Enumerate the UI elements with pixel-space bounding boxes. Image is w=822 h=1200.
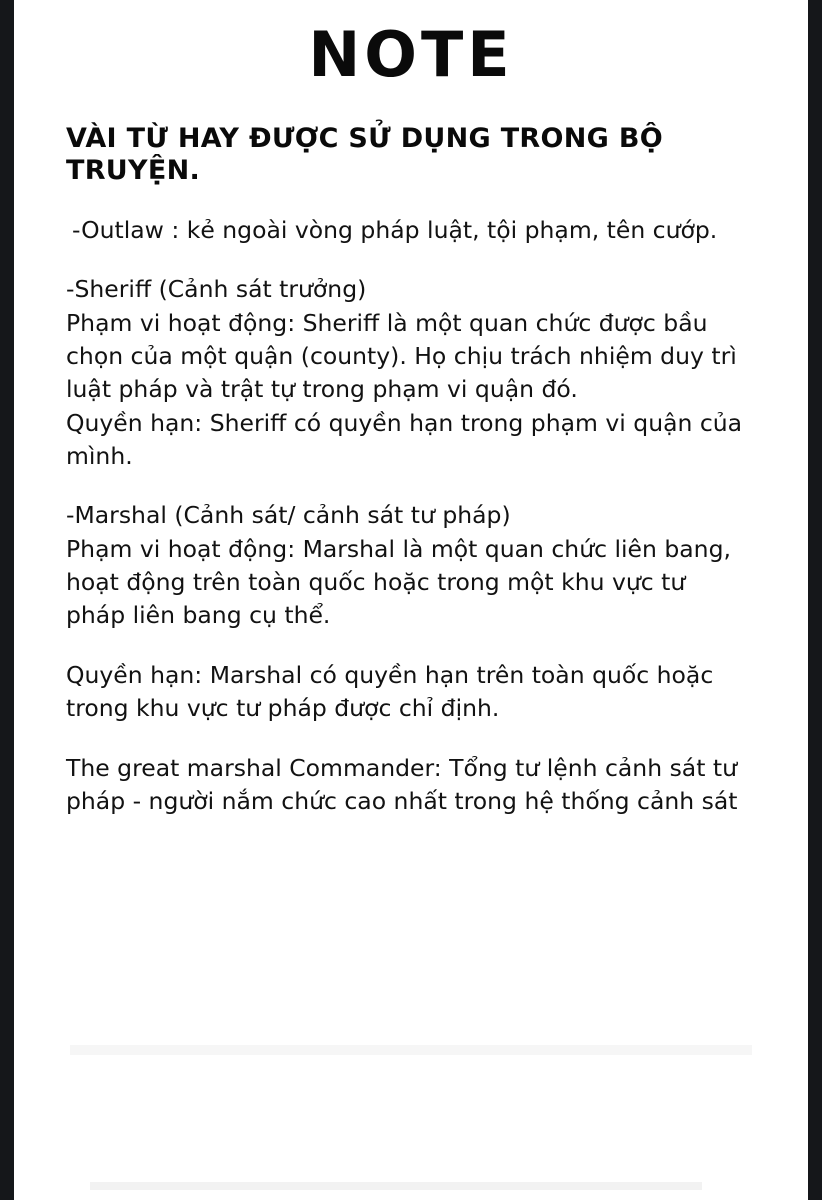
glossary-entry-sheriff xyxy=(66,273,766,473)
text-line: mình. xyxy=(66,442,133,471)
text-line: trong khu vực tư pháp được chỉ định. xyxy=(66,694,500,723)
text-line: Phạm vi hoạt động: Sheriff là một quan chức được bầu xyxy=(66,308,708,337)
text-line: luật pháp và trật tự trong phạm vi quận đó. xyxy=(66,375,578,404)
glossary-body xyxy=(14,214,808,818)
text-line: chọn của một quận (county). Họ chịu trách nhiệm duy trì xyxy=(66,341,737,370)
text-line: pháp liên bang cụ thể. xyxy=(66,601,331,630)
text-line: Quyền hạn: Marshal có quyền hạn trên toàn quốc hoặc xyxy=(66,660,714,689)
text-line: Quyền hạn: Sheriff có quyền hạn trong phạm vi quận của xyxy=(66,408,743,437)
glossary-entry-outlaw xyxy=(66,214,766,247)
text-line: The great marshal Commander: Tổng tư lệnh cảnh sát tư xyxy=(66,753,738,782)
glossary-entry-marshal xyxy=(66,499,766,632)
faded-artifact xyxy=(90,1182,702,1190)
text-line: -Outlaw : kẻ ngoài vòng pháp luật, tội phạm, tên cướp. xyxy=(72,215,718,244)
left-edge-bar xyxy=(0,0,14,1200)
page-title: NOTE xyxy=(308,18,514,91)
text-line: -Marshal (Cảnh sát/ cảnh sát tư pháp) xyxy=(66,501,511,530)
right-edge-bar xyxy=(808,0,822,1200)
page-content xyxy=(14,0,808,1200)
glossary-entry-great-marshal xyxy=(66,752,766,819)
faded-artifact xyxy=(70,1045,752,1055)
text-line: -Sheriff (Cảnh sát trưởng) xyxy=(66,275,367,304)
text-line: pháp - người nắm chức cao nhất trong hệ thống cảnh sát xyxy=(66,786,738,815)
glossary-entry-marshal-authority xyxy=(66,659,766,726)
text-line: Phạm vi hoạt động: Marshal là một quan chức liên bang, xyxy=(66,534,731,563)
text-line: hoạt động trên toàn quốc hoặc trong một khu vực tư xyxy=(66,568,686,597)
page-subtitle: VÀI TỪ HAY ĐƯỢC SỬ DỤNG TRONG BỘ TRUYỆN. xyxy=(66,123,663,187)
